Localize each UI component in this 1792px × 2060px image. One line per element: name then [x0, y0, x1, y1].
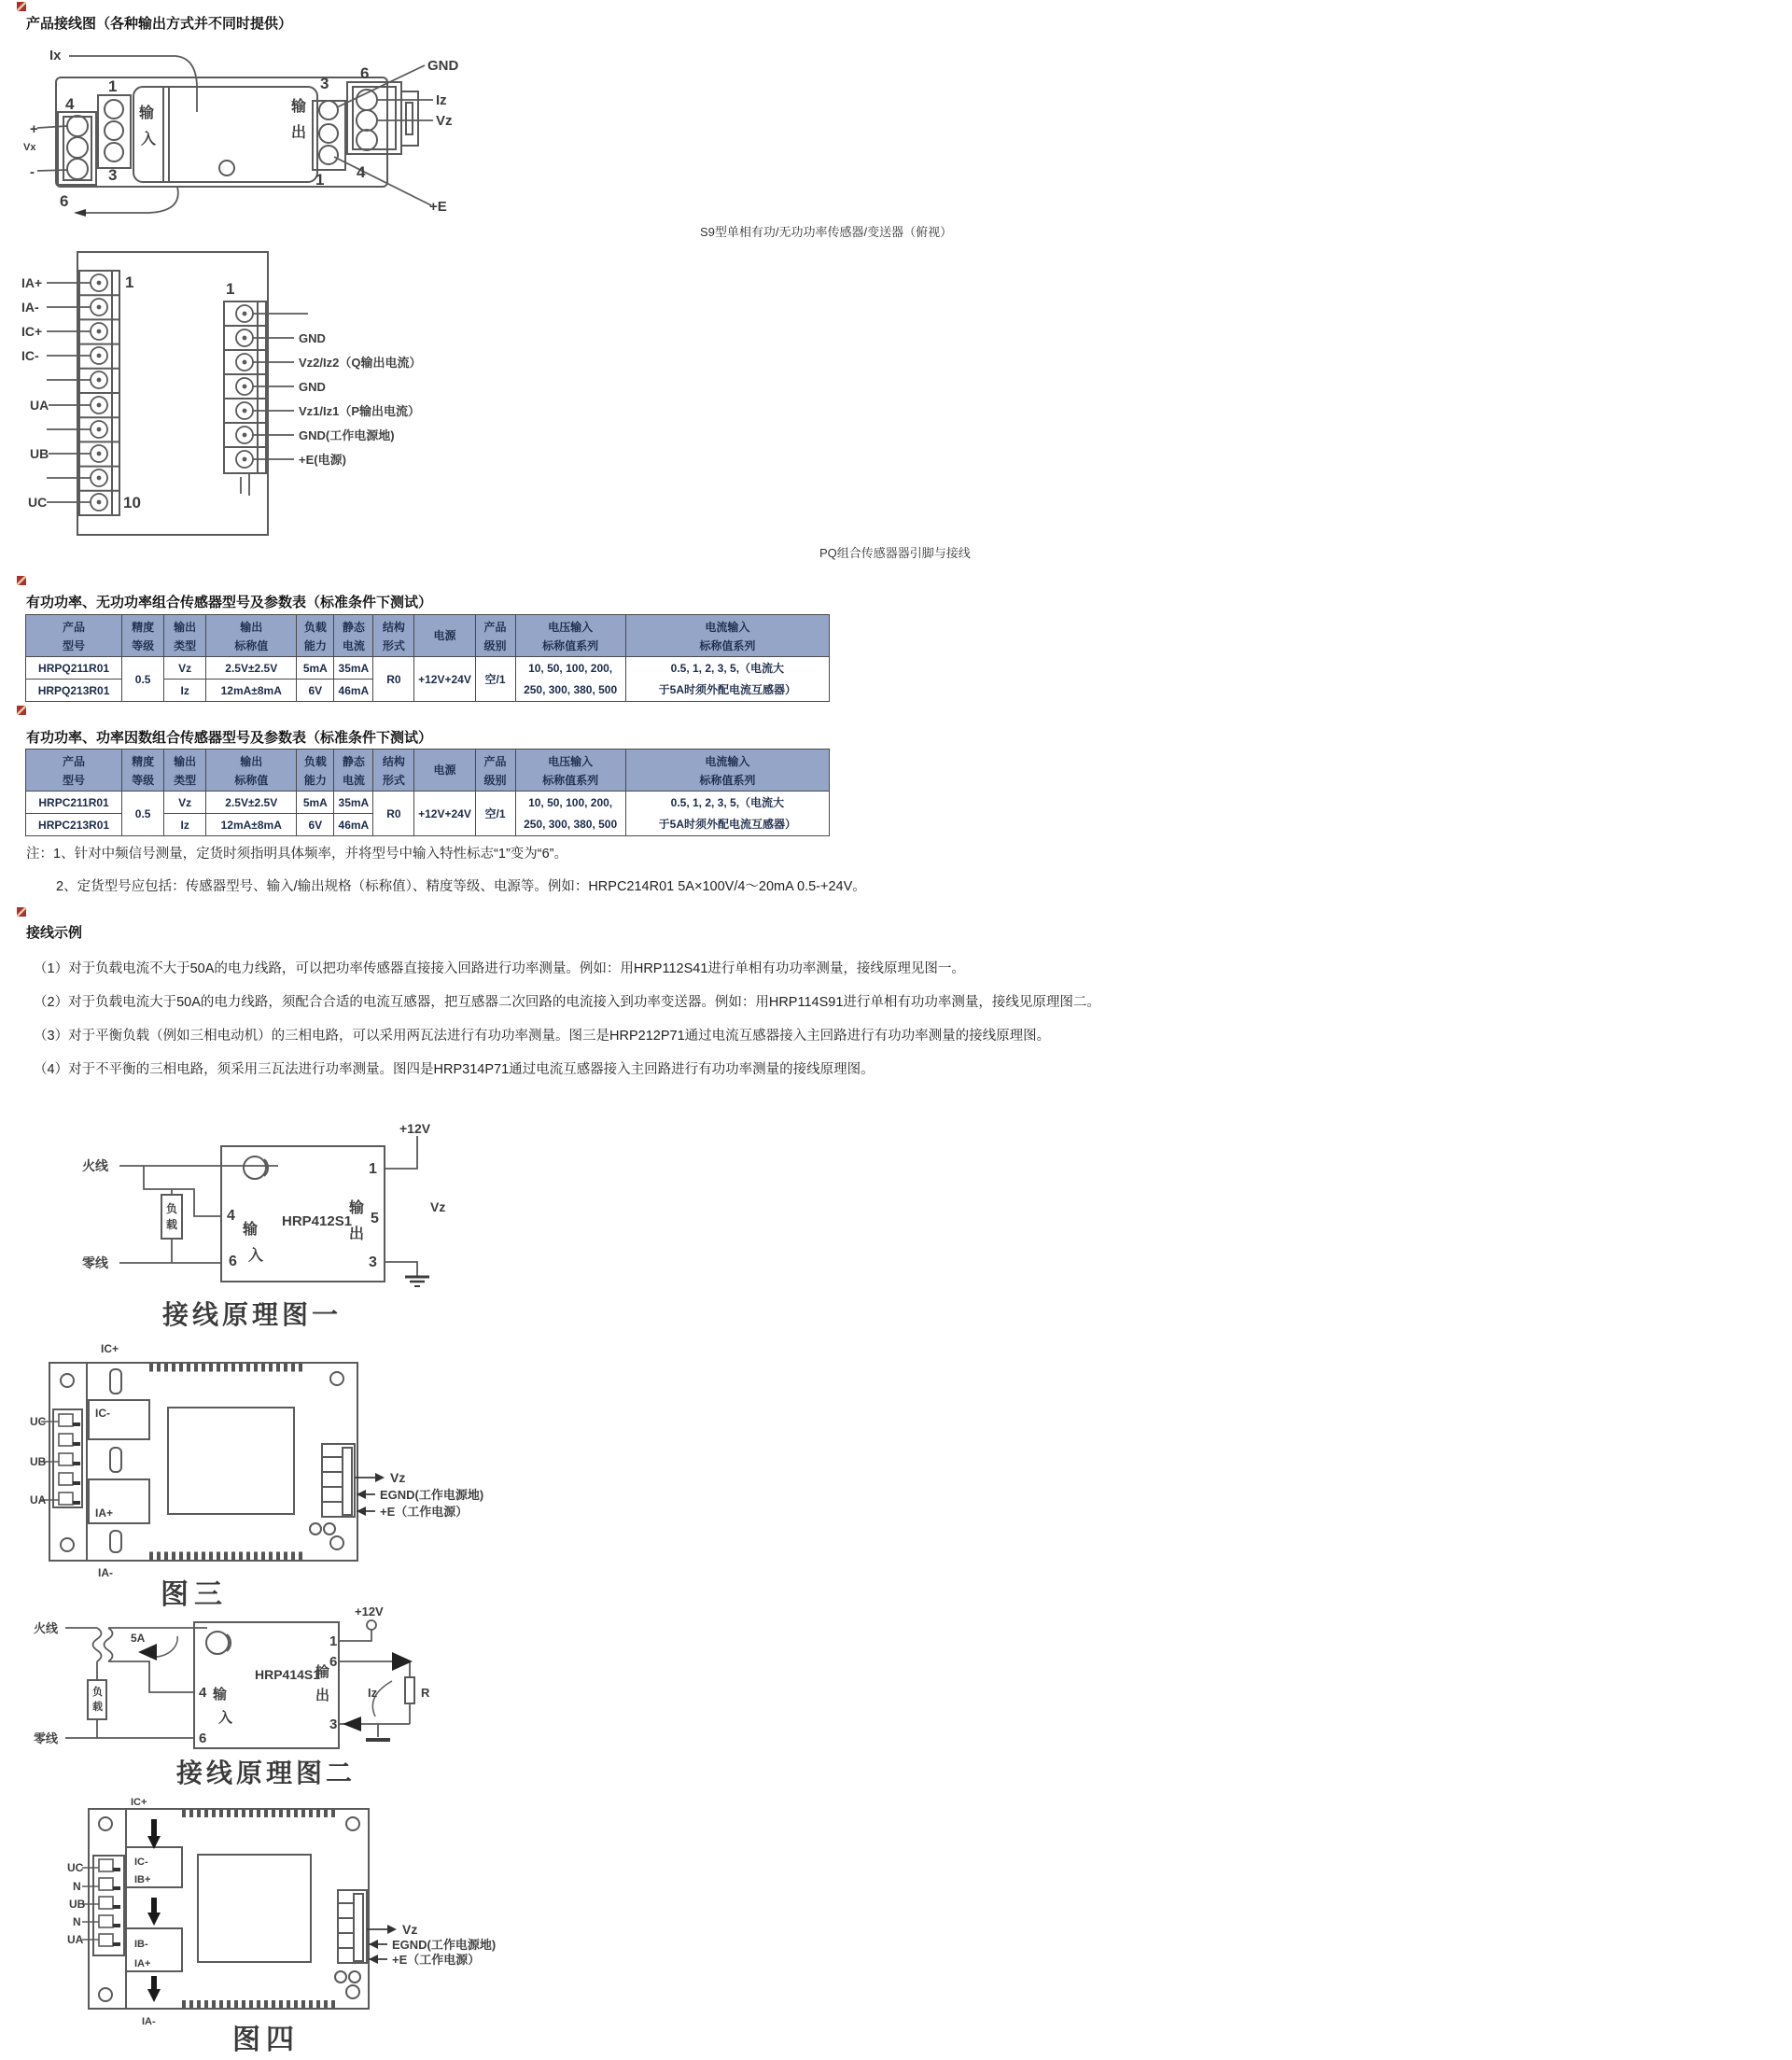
cell-nominal: 2.5V±2.5V [206, 792, 297, 814]
label-vz: Vz [390, 1470, 406, 1485]
cell-load: 6V [297, 814, 334, 836]
label-load-2: 载 [92, 1702, 103, 1713]
figure-4-board-diagram [56, 1797, 560, 2060]
pq-pinout-diagram [19, 238, 616, 546]
out-gnd-1: GND [299, 331, 326, 345]
output-char-1: 输 [315, 1664, 330, 1680]
pq-params-table [25, 614, 830, 702]
s9-wiring-diagram [19, 28, 597, 229]
out-gnd-power: GND(工作电源地) [299, 428, 395, 442]
figure-3-board-diagram [28, 1339, 607, 1615]
pin-3: 3 [369, 1254, 377, 1270]
pin-6-right: 6 [329, 1654, 338, 1670]
pin-6: 6 [60, 192, 69, 210]
cell-out-type: Iz [164, 680, 206, 702]
label-vx: Vx [23, 142, 36, 153]
output-char-2: 出 [349, 1226, 365, 1242]
label-ic-plus: IC+ [101, 1342, 119, 1355]
label-egnd: EGND(工作电源地) [380, 1488, 484, 1502]
label-ic-plus: IC+ [131, 1797, 147, 1808]
label-egnd: EGND(工作电源地) [392, 1938, 497, 1952]
label-plus: + [30, 121, 38, 137]
label-pe: +E（工作电源） [392, 1953, 481, 1967]
cell-model: HRPC213R01 [26, 814, 122, 836]
output-char-2: 出 [315, 1688, 330, 1703]
cell-structure: R0 [373, 657, 414, 702]
out-pe-power: +E(电源) [299, 453, 346, 467]
output-char-1: 输 [349, 1200, 365, 1216]
label-vz: Vz [430, 1199, 446, 1214]
pc-params-table [25, 749, 830, 836]
pin-6: 6 [199, 1731, 207, 1746]
pin-3: 3 [108, 166, 118, 184]
cell-power: +12V+24V [414, 792, 475, 836]
wiring-example-item: （2）对于负载电流大于50A的电力线路，须配合合适的电流互感器，把互感器二次回路的电流接入到功率变送器。例如：用HRP114S91进行单相有功功率测量，接线见原理图二。 [34, 995, 1100, 1010]
out-vz2-iz2: Vz2/Iz2（Q输出电流） [299, 356, 422, 370]
label-neutral-wire: 零线 [34, 1731, 59, 1745]
label-uc: UC [30, 1415, 47, 1428]
output-char-1: 输 [291, 99, 307, 115]
input-char-1: 输 [243, 1222, 259, 1238]
input-char-1: 输 [139, 105, 155, 121]
cell-nominal: 2.5V±2.5V [206, 657, 297, 680]
broken-image-icon [17, 2, 26, 11]
label-ib-plus: IB+ [134, 1874, 151, 1885]
wiring-example-item: （3）对于平衡负载（例如三相电动机）的三相电路，可以采用两瓦法进行有功功率测量。图三是HRP212P71通过电流互感器接入主回路进行有功功率测量的接线原理图。 [34, 1029, 1051, 1044]
label-ia-minus: IA- [142, 2016, 156, 2027]
cell-current-series: 0.5, 1, 2, 3, 5,（电流大 于5A时须外配电流互感器） [625, 792, 829, 836]
label-live-wire: 火线 [34, 1621, 59, 1635]
pin-ia-minus: IA- [21, 300, 39, 315]
pin-number-1: 1 [125, 273, 134, 291]
cell-nominal: 12mA±8mA [206, 680, 297, 702]
table-header-row: 产品 型号 精度 等级 输出 类型 输出 标称值 负载 能力 静态 电流 结构 形式 电源 产品 级别 电压输入 标称值系列 电流输入 标称值系列 [26, 615, 830, 657]
pin-uc: UC [28, 495, 48, 510]
note-2: 2、定货型号应包括：传感器型号、输入/输出规格（标称值）、精度等级、电源等。例如：HRPC214R01 5A×100V/4～20mA 0.5-+24V。 [56, 879, 866, 894]
label-ia-plus: IA+ [134, 1958, 151, 1969]
label-uc: UC [67, 1861, 84, 1874]
label-n2: N [73, 1915, 81, 1928]
label-ua: UA [67, 1933, 84, 1946]
label-pe: +E [429, 199, 447, 215]
table-row [26, 657, 830, 680]
wiring-example-item: （4）对于不平衡的三相电路，须采用三瓦法进行功率测量。图四是HRP314P71通过电流互感器接入主回路进行有功功率测量的接线原理图。 [34, 1062, 875, 1077]
label-gnd: GND [427, 58, 459, 74]
label-load-1: 负 [92, 1687, 103, 1698]
note-1: 注：1、针对中频信号测量，定货时须指明具体频率，并将型号中输入特性标志“1”变为“6”。 [26, 847, 568, 862]
label-load-2: 载 [166, 1218, 178, 1231]
pin-r4: 4 [357, 163, 366, 181]
label-vz: Vz [402, 1922, 418, 1937]
wiring-principle-figure-1 [37, 1120, 476, 1335]
input-char-2: 入 [218, 1710, 233, 1726]
wiring-example-item: （1）对于负载电流不大于50A的电力线路，可以把功率传感器直接接入回路进行功率测量。例如：用HRP112S41进行单相有功功率测量，接线原理见图一。 [34, 961, 965, 976]
label-vz: Vz [436, 113, 453, 129]
label-ia-plus: IA+ [95, 1506, 114, 1520]
pin-r1: 1 [315, 171, 325, 189]
pin-5: 5 [371, 1211, 379, 1226]
section-title-product-wiring: 产品接线图（各种输出方式并不同时提供） [26, 16, 293, 32]
figure-caption: 接线原理图一 [161, 1300, 343, 1329]
label-n1: N [73, 1880, 81, 1893]
pin-number-10: 10 [123, 494, 141, 511]
out-vz1-iz1: Vz1/Iz1（P输出电流） [299, 404, 421, 418]
label-ia-minus: IA- [98, 1566, 113, 1579]
label-load-1: 负 [166, 1202, 178, 1215]
cell-out-type: Iz [164, 814, 206, 836]
label-r: R [421, 1686, 430, 1700]
module-model: HRP412S1 [282, 1213, 353, 1229]
caption-s9: S9型单相有功/无功功率传感器/变送器（俯视） [700, 225, 953, 239]
cell-static: 46mA [334, 814, 373, 836]
cell-accuracy: 0.5 [122, 657, 164, 702]
pin-4: 4 [227, 1208, 235, 1224]
cell-voltage-series: 10, 50, 100, 200, 250, 300, 380, 500 [515, 792, 625, 836]
cell-load: 5mA [297, 657, 334, 680]
label-ub: UB [69, 1898, 86, 1911]
label-ua: UA [30, 1493, 47, 1506]
label-ic-minus: IC- [95, 1407, 110, 1420]
caption-pq: PQ组合传感器器引脚与接线 [819, 546, 971, 560]
pin-4: 4 [199, 1685, 207, 1701]
out-gnd-2: GND [299, 380, 326, 394]
label-ib-minus: IB- [134, 1939, 148, 1950]
broken-image-icon [17, 706, 26, 715]
label-live-wire: 火线 [82, 1158, 108, 1173]
input-char-2: 入 [141, 132, 157, 147]
wiring-examples-heading: 接线示例 [26, 925, 83, 941]
cell-static: 46mA [334, 680, 373, 702]
pin-ic-plus: IC+ [21, 324, 43, 339]
label-12v: +12V [399, 1121, 431, 1136]
label-5a: 5A [131, 1632, 146, 1645]
input-char-2: 入 [248, 1248, 264, 1264]
label-ic-minus: IC- [134, 1857, 148, 1868]
pin-r3: 3 [320, 75, 329, 92]
pin-1: 1 [108, 77, 118, 95]
cell-model: HRPQ213R01 [26, 680, 122, 702]
module-model: HRP414S1 [255, 1667, 321, 1682]
label-iz: Iz [368, 1686, 378, 1700]
pin-3: 3 [329, 1717, 338, 1732]
cell-model: HRPQ211R01 [26, 657, 122, 680]
broken-image-icon [17, 907, 26, 917]
pin-ic-minus: IC- [21, 348, 39, 363]
label-neutral-wire: 零线 [82, 1255, 108, 1270]
label-pe: +E（工作电源） [380, 1505, 469, 1519]
pin-r6: 6 [360, 64, 370, 82]
cell-out-type: Vz [164, 792, 206, 814]
cell-grade: 空/1 [475, 657, 515, 702]
label-minus: - [30, 164, 35, 180]
figure-caption: 图三 [161, 1579, 228, 1610]
label-ub: UB [30, 1455, 47, 1468]
label-ix: Ix [49, 48, 62, 63]
pin-6: 6 [229, 1254, 237, 1269]
pin-4: 4 [65, 95, 75, 113]
cell-out-type: Vz [164, 657, 206, 680]
pin-1: 1 [369, 1161, 377, 1177]
table-header-row: 产品 型号 精度 等级 输出 类型 输出 标称值 负载 能力 静态 电流 结构 形式 电源 产品 级别 电压输入 标称值系列 电流输入 标称值系列 [26, 750, 830, 792]
output-char-2: 出 [291, 125, 307, 141]
table2-title: 有功功率、功率因数组合传感器型号及参数表（标准条件下测试） [26, 730, 433, 746]
wiring-principle-figure-2 [28, 1601, 476, 1789]
pin-number-right-1: 1 [226, 280, 235, 298]
cell-grade: 空/1 [475, 792, 515, 836]
input-char-1: 输 [213, 1687, 228, 1703]
cell-model: HRPC211R01 [26, 792, 122, 814]
cell-load: 6V [297, 680, 334, 702]
broken-image-icon [17, 576, 26, 585]
cell-current-series: 0.5, 1, 2, 3, 5,（电流大 于5A时须外配电流互感器） [625, 657, 829, 702]
cell-power: +12V+24V [414, 657, 475, 702]
table-row [26, 792, 830, 814]
table1-title: 有功功率、无功功率组合传感器型号及参数表（标准条件下测试） [26, 595, 433, 610]
figure-caption: 接线原理图二 [175, 1759, 357, 1787]
cell-static: 35mA [334, 792, 373, 814]
cell-voltage-series: 10, 50, 100, 200, 250, 300, 380, 500 [515, 657, 625, 702]
figure-caption: 图四 [232, 2025, 300, 2055]
cell-static: 35mA [334, 657, 373, 680]
pin-ua: UA [30, 398, 49, 413]
cell-nominal: 12mA±8mA [206, 814, 297, 836]
pin-ia-plus: IA+ [21, 275, 43, 290]
cell-accuracy: 0.5 [122, 792, 164, 836]
pin-ub: UB [30, 446, 49, 461]
label-iz: Iz [436, 92, 447, 108]
pin-1: 1 [329, 1633, 338, 1649]
cell-structure: R0 [373, 792, 414, 836]
label-12v: +12V [355, 1605, 384, 1619]
cell-load: 5mA [297, 792, 334, 814]
